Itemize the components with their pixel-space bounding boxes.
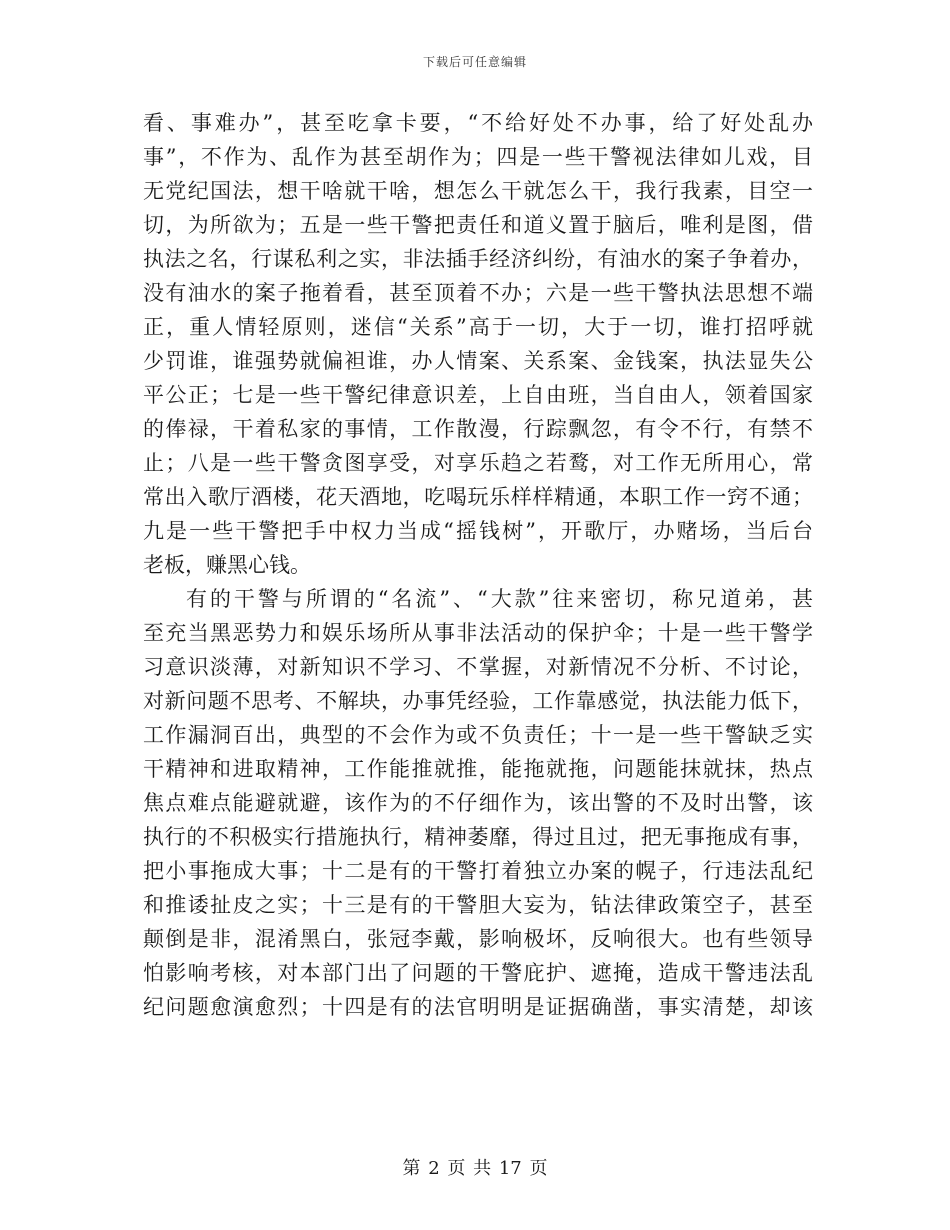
text-line: 执法之名，行谋私利之实，非法插手经济纠纷，有油水的案子争着办， (143, 247, 813, 271)
text-line: 平公正；七是一些干警纪律意识差，上自由班，当自由人，领着国家 (143, 383, 813, 407)
paragraph-1 (143, 106, 813, 582)
text-line: 正，重人情轻原则，迷信“关系”高于一切，大于一切，谁打招呼就 (143, 315, 813, 339)
text-line: 止；八是一些干警贪图享受，对享乐趋之若鹜，对工作无所用心，常 (143, 451, 813, 475)
page-header: 下载后可任意编辑 (422, 55, 527, 69)
text-line: 焦点难点能避就避，该作为的不仔细作为，该出警的不及时出警，该 (143, 791, 813, 815)
page-number: 第 2 页 共 17 页 (402, 1158, 548, 1179)
text-line: 看、事难办”，甚至吃拿卡要，“不给好处不办事，给了好处乱办 (143, 111, 813, 135)
text-line: 有的干警与所谓的“名流”、“大款”往来密切，称兄道弟，甚 (186, 587, 813, 611)
text-line: 干精神和进取精神，工作能推就推，能拖就拖，问题能抹就抹，热点 (143, 757, 813, 781)
text-line: 颠倒是非，混淆黑白，张冠李戴，影响极坏，反响很大。也有些领导 (143, 927, 813, 951)
paragraph-2 (143, 582, 813, 1024)
text-line: 和推诿扯皮之实；十三是有的干警胆大妄为，钻法律政策空子，甚至 (143, 893, 813, 917)
text-line: 无党纪国法，想干啥就干啥，想怎么干就怎么干，我行我素，目空一 (143, 179, 813, 203)
text-line: 习意识淡薄，对新知识不学习、不掌握，对新情况不分析、不讨论， (143, 655, 813, 679)
text-line: 执行的不积极实行措施执行，精神萎靡，得过且过，把无事拖成有事， (143, 825, 813, 849)
text-line: 切，为所欲为；五是一些干警把责任和道义置于脑后，唯利是图，借 (143, 213, 813, 237)
text-line: 九是一些干警把手中权力当成“摇钱树”，开歌厅，办赌场，当后台 (143, 519, 813, 543)
text-line: 对新问题不思考、不解块，办事凭经验，工作靠感觉，执法能力低下， (143, 689, 813, 713)
text-line: 把小事拖成大事；十二是有的干警打着独立办案的幌子，行违法乱纪 (143, 859, 813, 883)
text-line: 工作漏洞百出，典型的不会作为或不负责任；十一是一些干警缺乏实 (143, 723, 813, 747)
text-line: 没有油水的案子拖着看，甚至顶着不办；六是一些干警执法思想不端 (143, 281, 813, 305)
body-text (143, 106, 813, 1024)
text-line: 老板，赚黑心钱。 (143, 553, 311, 577)
text-line: 常出入歌厅酒楼，花天酒地，吃喝玩乐样样精通，本职工作一窍不通； (143, 485, 813, 509)
text-line: 的俸禄，干着私家的事情，工作散漫，行踪飘忽，有令不行，有禁不 (143, 417, 813, 441)
text-line: 纪问题愈演愈烈；十四是有的法官明明是证据确凿，事实清楚，却该 (143, 995, 813, 1019)
text-line: 至充当黑恶势力和娱乐场所从事非法活动的保护伞；十是一些干警学 (143, 621, 813, 645)
text-line: 怕影响考核，对本部门出了问题的干警庇护、遮掩，造成干警违法乱 (143, 961, 813, 985)
text-line: 事”，不作为、乱作为甚至胡作为；四是一些干警视法律如儿戏，目 (143, 145, 813, 169)
text-line: 少罚谁，谁强势就偏袒谁，办人情案、关系案、金钱案，执法显失公 (143, 349, 813, 373)
